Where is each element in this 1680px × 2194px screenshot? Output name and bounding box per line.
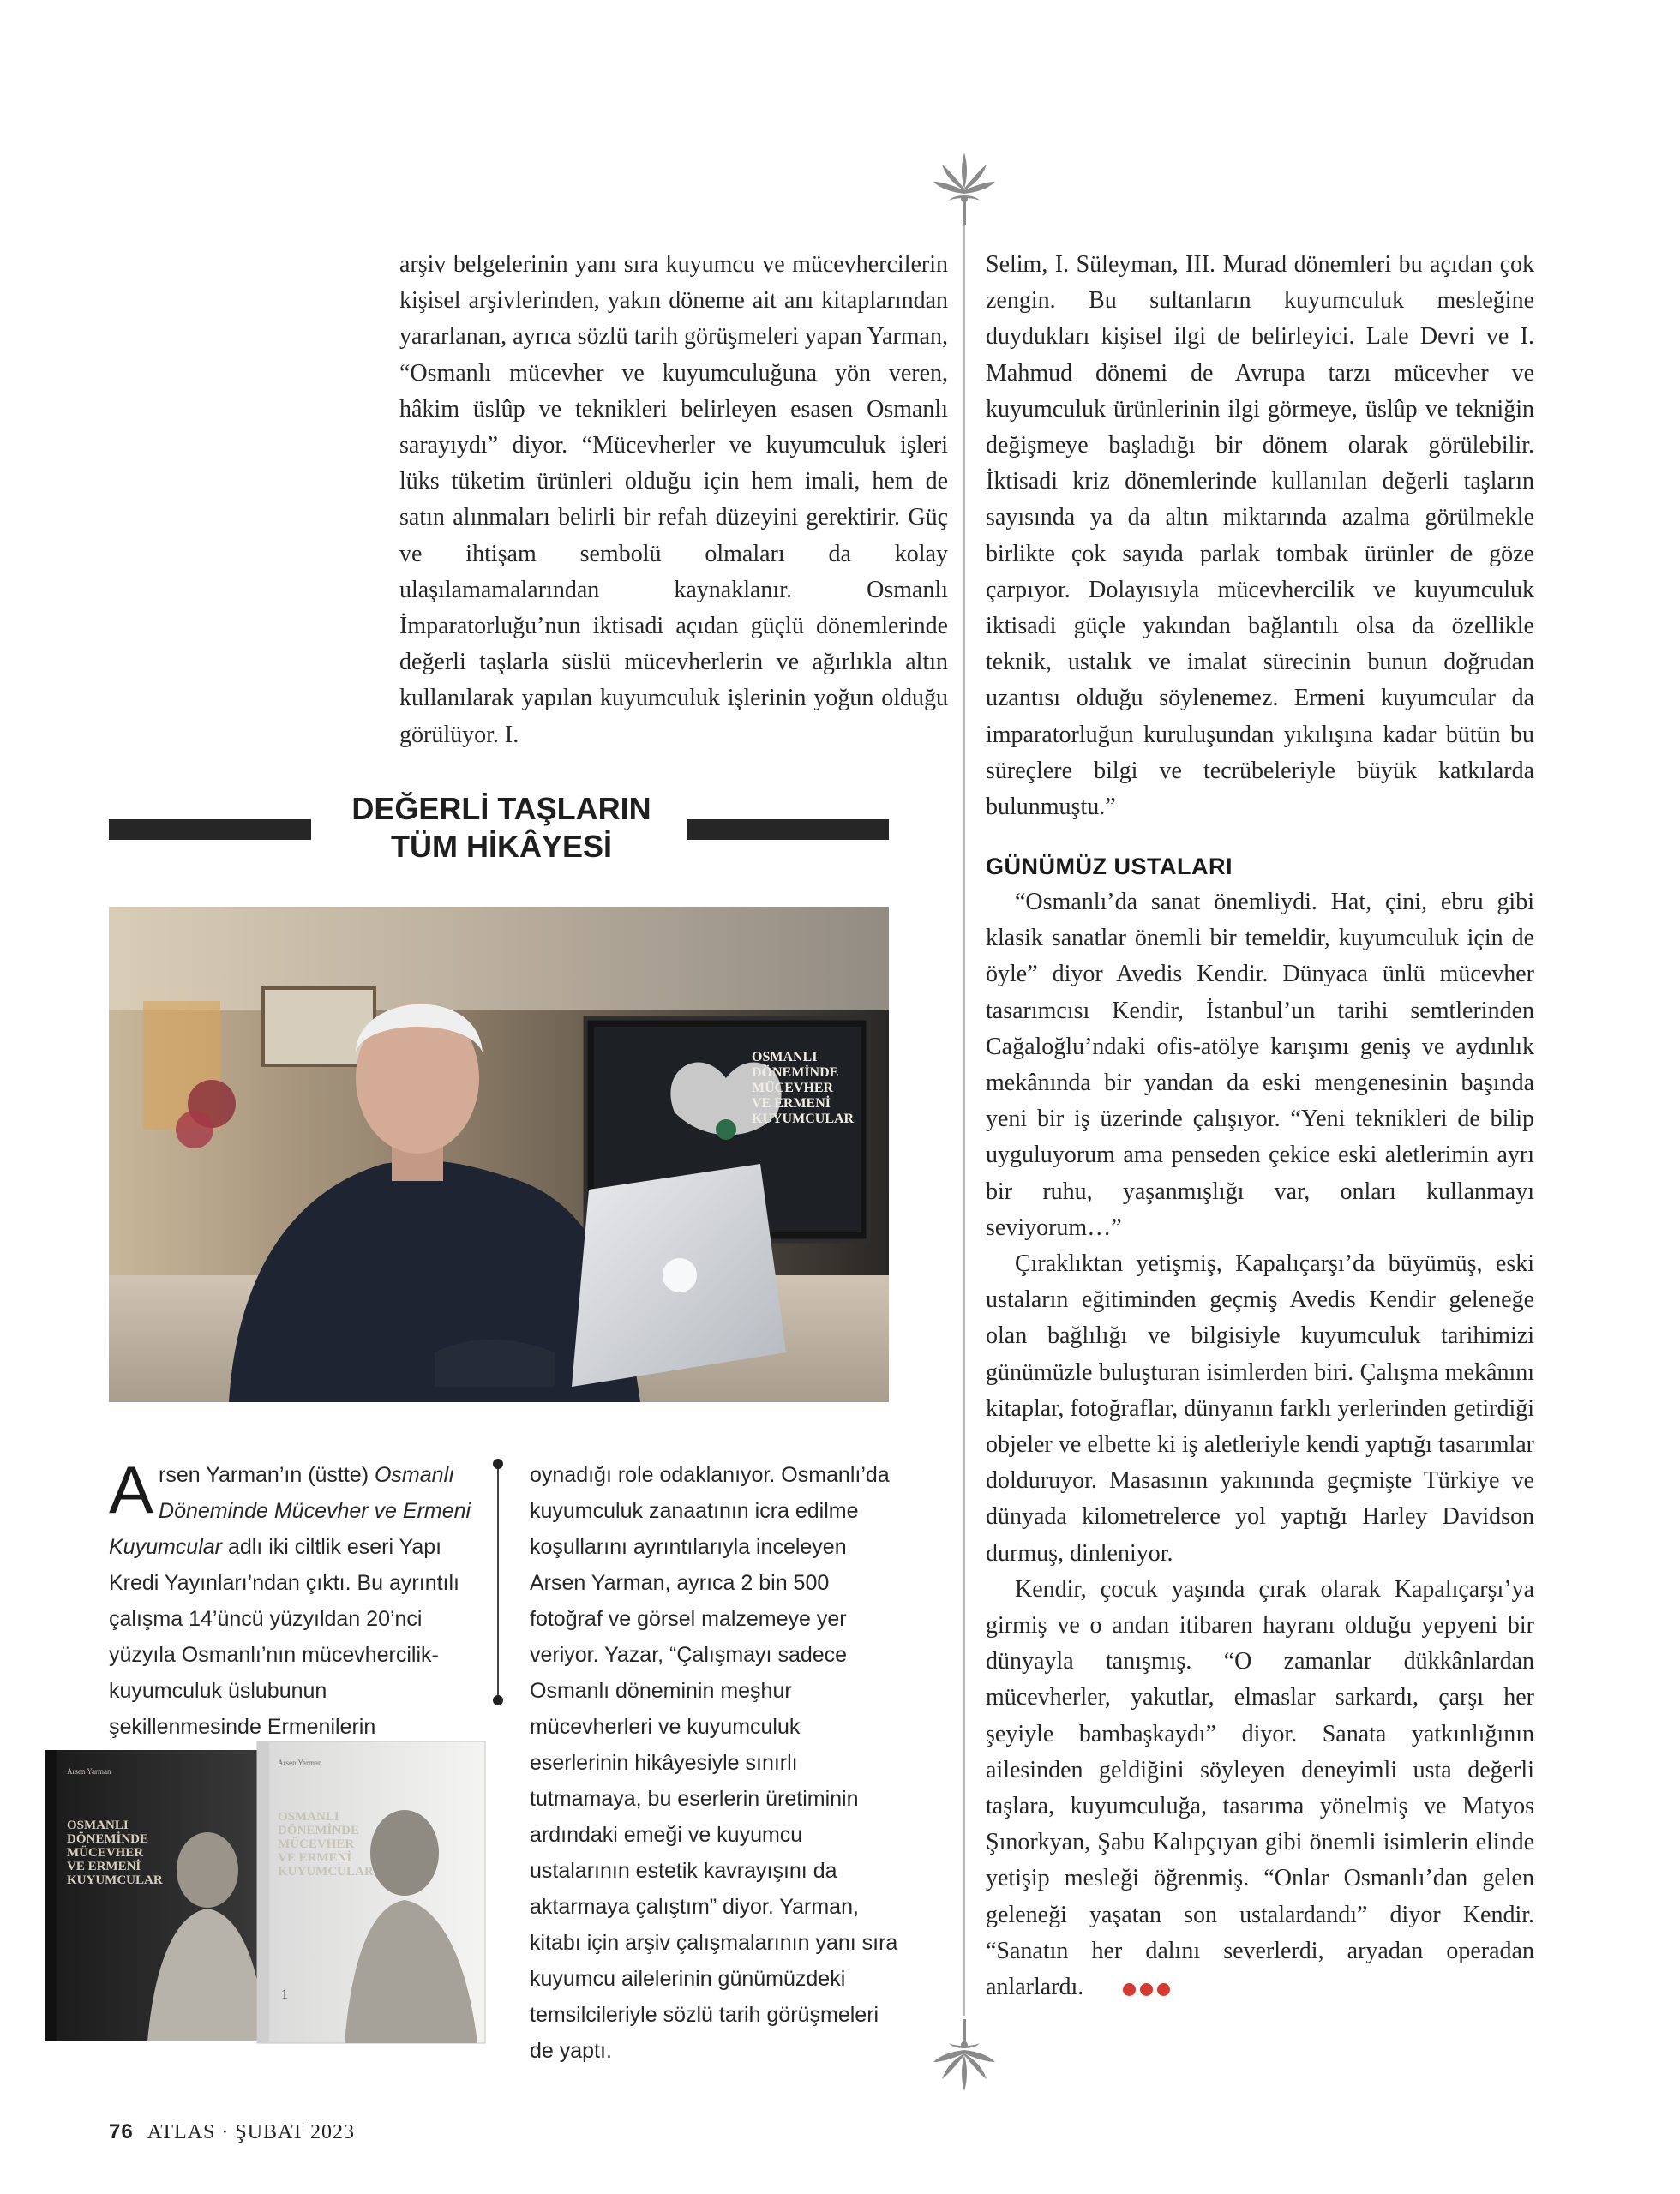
photo-caption-right: oynadığı role odaklanıyor. Osmanlı’da kuyumculuk zanaatının icra edilme koşullarını ayrıntılarıyla inceleyen Arsen Yarman, ayrıca 2 bin 500 fotoğraf ve görsel malzemeye yer veriyor. Yazar, “Çalışmayı sadece Osmanlı döneminin meşhur mücevherleri ve kuyumculuk eserlerinin hikâyesiyle sınırlı tutmamaya, bu eserlerin üretiminin ardındaki emeği ve kuyumcu ustalarının estetik kavrayışını da aktarmaya çalıştım” diyor. Yarman, kitabı için arşiv çalışmalarının yanı sıra kuyumcu ailelerinin günümüzdeki temsilcileriyle sözlü tarih görüşmeleri de yaptı.	[530, 1463, 898, 2063]
page-footer	[109, 2120, 355, 2144]
caption-separator-dot	[493, 1695, 503, 1705]
box-title	[313, 790, 690, 866]
title-bar-right	[687, 819, 889, 840]
page-number: 76	[109, 2120, 134, 2143]
book-title-line: MÜCEVHER	[278, 1837, 355, 1851]
book-volume: 1	[281, 1987, 288, 2002]
article-paragraph: arşiv belgelerinin yanı sıra kuyumcu ve mücevhercilerin kişisel arşivlerinden, yakın döneme ait anı kitaplarından yararlanan, ayrıca sözlü tarih görüşmeleri yapan Yarman, “Osmanlı mücevher ve kuyumculuğuna yön veren, hâkim üslûp ve teknikleri belirleyen esasen Osmanlı sarayıydı” diyor. “Mücevherler ve kuyumculuk işleri lüks tüketim ürünleri olduğu için hem imali, hem de satın alınmaları belirli bir refah düzeyini gerektirir. Güç ve ihtişam sembolü olmaları da kolay ulaşılamamalarından kaynaklanır. Osmanlı İmparatorluğu’nun iktisadi açıdan güçlü dönemlerinde değerli taşlarla süslü mücevherlerin ve ağırlıkla altın kullanılarak yapılan kuyumculuk işlerinin yoğun olduğu görülüyor. I.	[399, 251, 948, 748]
book-title-line: DÖNEMİNDE	[278, 1824, 360, 1837]
palmette-ornament-top-icon	[923, 144, 1005, 226]
article-paragraph-last	[986, 1572, 1534, 2007]
article-paragraph-text: Kendir, çocuk yaşında çırak olarak Kapalıçarşı’ya girmiş ve o andan itibaren hayranı olduğu yepyeni bir dünyayla tanışmış. “O zamanlar dükkânlardan mücevherler, yakutlar, elmaslar sarkardı, çarşı her şeyiyle bambaşkaydı” diyor. Sanata yatkınlığının ailesinden geldiğini söyleyen deneyimli usta değerli taşlara, kuyumculuğa, tasarıma yönelmiş ve Matyos Şınorkyan, Şabu Kalıpçıyan gibi önemli isimlerin elinde yetişip mesleği öğrenmiş. “Onlar Osmanlı’dan gelen geleneği yaşatan son ustalardandı” diyor Kendir. “Sanatın her dalını severlerdi, aryadan operadan anlarlardı.	[986, 1575, 1534, 2001]
book-title-line: VE ERMENİ	[278, 1851, 352, 1865]
column-divider	[963, 225, 965, 2016]
article-left-column	[399, 247, 948, 753]
article-paragraph: Selim, I. Süleyman, III. Murad dönemleri bu açıdan çok zengin. Bu sultanların kuyumculuk mesleğine duydukları kişisel ilgi de belirleyici. Lale Devri ve I. Mahmud dönemi de Avrupa tarzı mücevher ve kuyumculuk ürünlerinin ilgi görmeye, üslûp ve tekniğin değişmeye başladığı bir dönem olarak görülebilir. İktisadi kriz dönemlerinde kullanılan değerli taşların sayısında ya da altın miktarında azalma görülmekle birlikte çok sayıda parlak tombak ürünler de göze çarpıyor. Dolayısıyla mücevhercilik ve kuyumculuk iktisadi güçle yakından bağlantılı olsa da özellikle teknik, ustalık ve imalat sürecinin bunun doğrudan uzantısı olduğu söylenemez. Ermeni kuyumcular da imparatorluğun kuruluşundan yıkılışına kadar bütün bu süreçlere bilgi ve tecrübeleriyle büyük katkılarda bulunmuştu.”	[986, 251, 1534, 821]
monitor-title-line: MÜCEVHER	[752, 1081, 834, 1095]
caption-separator	[497, 1464, 499, 1700]
book-covers-image	[45, 1741, 490, 2052]
monitor-title-line: DÖNEMİNDE	[752, 1065, 839, 1080]
caption-separator-dot	[493, 1459, 503, 1469]
book-title-line: DÖNEMİNDE	[67, 1832, 149, 1846]
magazine-issue: ATLAS · ŞUBAT 2023	[147, 2121, 355, 2143]
book-title-line: MÜCEVHER	[67, 1846, 144, 1860]
article-paragraph: Çıraklıktan yetişmiş, Kapalıçarşı’da büyümüş, eski ustaların eğitiminden geçmiş Avedis Kendir geleneğe olan bağlılığı ve bilgisiyle kuyumculuk tarihimizi günümüzle buluşturan isimlerden biri. Çalışma mekânını kitaplar, fotoğraflar, dünyanın farklı yerlerinden getirdiği objeler ve elbette ki iş aletleriyle kendi yaptığı tasarımlar dolduruyor. Masasının yakınında geçmişte Türkiye ve dünyada kilometrelerce yol yaptığı Harley Davidson durmuş, dinleniyor.	[986, 1250, 1534, 1567]
monitor-title-line: KUYUMCULAR	[752, 1112, 855, 1126]
book-title-line: VE ERMENİ	[67, 1860, 141, 1873]
article-right-column-bottom	[986, 884, 1534, 2007]
article-paragraph: “Osmanlı’da sanat önemliydi. Hat, çini, ebru gibi klasik sanatlar önemli bir temeldir, kuyumculuk için de öyle” diyor Avedis Kendir. Dünyaca ünlü mücevher tasarımcısı Kendir, İstanbul’un tarihi semtlerinden Cağaloğlu’ndaki ofis-atölye karışımı geniş ve aydınlık mekânında bir yandan da eski mengenesinin başında yeni bir iş üzerinde çalışıyor. “Yeni teknikleri de bilip uyguluyorum ama penseden çekice eski aletlerimin ayrı bir ruhu, yaşanmışlığı var, onları kullanmayı seviyorum…”	[986, 889, 1534, 1241]
caption-book-title: Osmanlı Döneminde Mücevher ve Ermeni Kuyumcular	[109, 1463, 471, 1559]
book-author: Arsen Yarman	[67, 1767, 111, 1776]
caption-dropcap: A	[109, 1452, 154, 1527]
caption-text: rsen Yarman’ın (üstte)	[159, 1463, 375, 1487]
title-bar-left	[109, 819, 311, 840]
book-title-line: OSMANLI	[67, 1819, 129, 1832]
caption-text: adlı iki ciltlik eseri Yapı Kredi Yayınları’ndan çıktı. Bu ayrıntılı çalışma 14’üncü yüzyıldan 20’nci yüzyıla Osmanlı’nın mücevhercilik-kuyumculuk üslubunun şekillenmesinde Ermenilerin	[109, 1535, 459, 1739]
author-photo	[109, 907, 889, 1402]
book-title-line: OSMANLI	[278, 1810, 339, 1824]
monitor-title-line: OSMANLI	[752, 1050, 818, 1064]
section-heading: GÜNÜMÜZ USTALARI	[986, 854, 1233, 879]
book-title-line: KUYUMCULAR	[67, 1873, 163, 1887]
box-title-line: TÜM HİKÂYESİ	[390, 829, 612, 864]
article-right-column-top	[986, 247, 1534, 825]
photo-caption-left	[109, 1452, 473, 1745]
box-title-line: DEĞERLİ TAŞLARIN	[351, 791, 651, 826]
book-author: Arsen Yarman	[278, 1759, 322, 1767]
monitor-title-line: VE ERMENİ	[752, 1096, 831, 1111]
end-mark-dots	[1094, 1971, 1174, 2007]
book-title-line: KUYUMCULAR	[278, 1865, 374, 1879]
palmette-ornament-bottom-icon	[923, 2017, 1005, 2100]
